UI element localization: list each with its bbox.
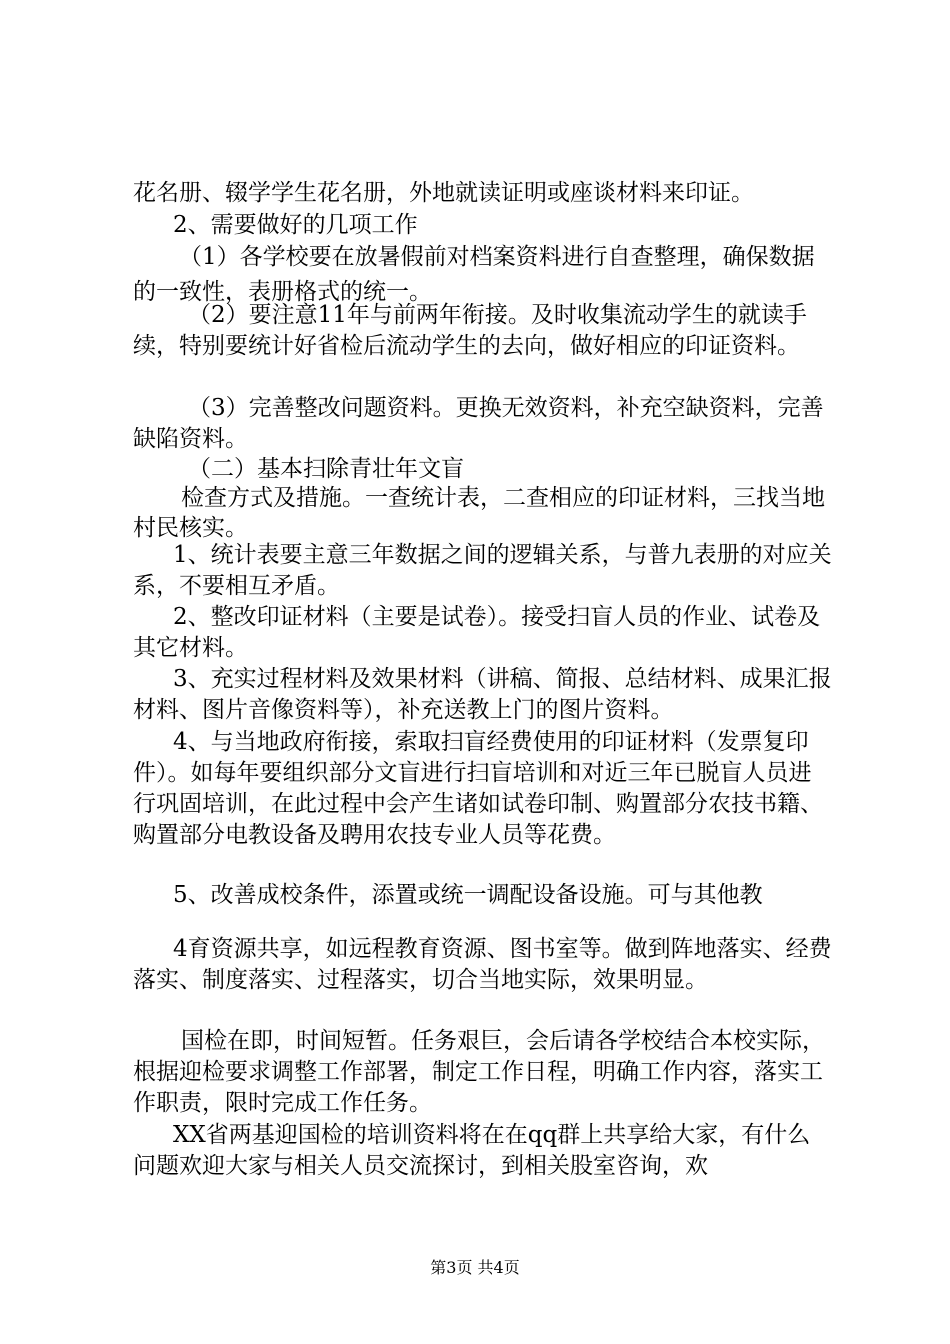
paragraph-15: XX省两基迎国检的培训资料将在在qq群上共享给大家，有什么问题欢迎大家与相关人员交流探讨，到相关股室咨询，欢	[133, 1122, 811, 1179]
paragraph-3: （1）各学校要在放暑假前对档案资料进行自查整理，确保数据的一致性，表册格式的统一。	[133, 244, 815, 305]
paragraph-6: （二）基本扫除青壮年文盲	[188, 456, 464, 482]
paragraph-8: 1、统计表要主意三年数据之间的逻辑关系，与普九表册的对应关系，不要相互矛盾。	[133, 542, 832, 599]
paragraph-11: 4、与当地政府衔接，索取扫盲经费使用的印证材料（发票复印件）。如每年要组织部分文盲进行扫盲培训和对近三年已脱盲人员进行巩固培训，在此过程中会产生诸如试卷印制、购置部分农技书籍、购置部分电教设备及聘用农技专业人员等花费。	[133, 729, 823, 848]
paragraph-14: 国检在即，时间短暂。任务艰巨，会后请各学校结合本校实际，根据迎检要求调整工作部署，制定工作日程，明确工作内容，落实工作职责，限时完成工作任务。	[133, 1028, 825, 1116]
paragraph-4: （2）要注意11年与前两年衔接。及时收集流动学生的就读手续，特别要统计好省检后流动学生的去向，做好相应的印证资料。	[133, 302, 807, 359]
paragraph-7: 检查方式及措施。一查统计表，二查相应的印证材料，三找当地村民核实。	[133, 485, 825, 541]
paragraph-10: 3、充实过程材料及效果材料（讲稿、简报、总结材料、成果汇报材料、图片音像资料等），补充送教上门的图片资料。	[133, 666, 832, 723]
paragraph-12: 5、改善成校条件，添置或统一调配设备设施。可与其他教	[173, 882, 763, 908]
paragraph-2: 2、需要做好的几项工作	[173, 212, 418, 238]
paragraph-13: 4育资源共享，如远程教育资源、图书室等。做到阵地落实、经费落实、制度落实、过程落实，切合当地实际，效果明显。	[133, 936, 832, 993]
paragraph-9: 2、整改印证材料（主要是试卷）。接受扫盲人员的作业、试卷及其它材料。	[133, 604, 821, 661]
page-number-footer: 第3页 共4页	[430, 1258, 520, 1277]
paragraph-5: （3）完善整改问题资料。更换无效资料，补充空缺资料，完善缺陷资料。	[133, 395, 824, 452]
paragraph-1: 花名册、辍学学生花名册，外地就读证明或座谈材料来印证。	[133, 180, 754, 206]
